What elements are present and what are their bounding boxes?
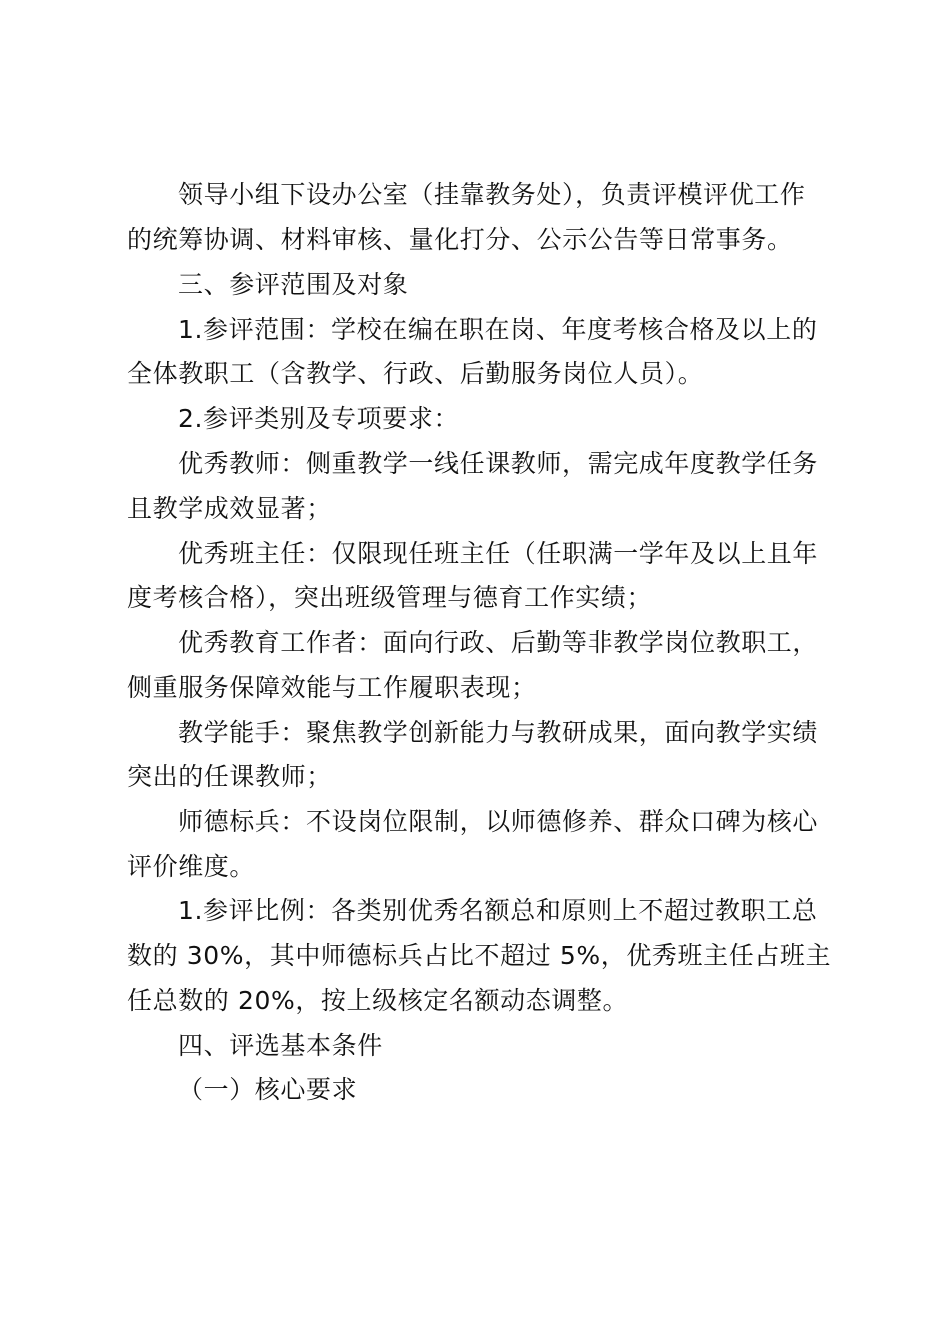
- paragraph-line: 任总数的 20%，按上级核定名额动态调整。: [127, 986, 629, 1015]
- paragraph-line: 评价维度。: [127, 852, 256, 881]
- paragraph-line: 领导小组下设办公室（挂靠教务处），负责评模评优工作: [178, 180, 806, 209]
- paragraph-line: 师德标兵：不设岗位限制，以师德修养、群众口碑为核心: [178, 807, 819, 836]
- paragraph-line: 1.参评比例：各类别优秀名额总和原则上不超过教职工总: [178, 896, 818, 925]
- paragraph-line: 教学能手：聚焦教学创新能力与教研成果，面向教学实绩: [178, 718, 819, 747]
- paragraph-line: 优秀班主任：仅限现任班主任（任职满一学年及以上且年: [178, 539, 819, 568]
- paragraph-line: 侧重服务保障效能与工作履职表现；: [127, 673, 537, 702]
- subsection-heading: （一）核心要求: [178, 1075, 358, 1104]
- paragraph-line: 数的 30%，其中师德标兵占比不超过 5%，优秀班主任占班主: [127, 941, 832, 970]
- paragraph-line: 度考核合格），突出班级管理与德育工作实绩；: [127, 583, 653, 612]
- section-heading: 三、参评范围及对象: [178, 270, 409, 299]
- paragraph-line: 优秀教师：侧重教学一线任课教师，需完成年度教学任务: [178, 449, 819, 478]
- paragraph-line: 1.参评范围：学校在编在职在岗、年度考核合格及以上的: [178, 315, 818, 344]
- paragraph-line: 2.参评类别及专项要求：: [178, 404, 460, 433]
- paragraph-line: 且教学成效显著；: [127, 494, 332, 523]
- paragraph-line: 优秀教育工作者：面向行政、后勤等非教学岗位教职工，: [178, 628, 819, 657]
- paragraph-line: 的统筹协调、材料审核、量化打分、公示公告等日常事务。: [127, 225, 793, 254]
- paragraph-line: 突出的任课教师；: [127, 762, 332, 791]
- paragraph-line: 全体教职工（含教学、行政、后勤服务岗位人员）。: [127, 359, 704, 388]
- section-heading: 四、评选基本条件: [178, 1031, 383, 1060]
